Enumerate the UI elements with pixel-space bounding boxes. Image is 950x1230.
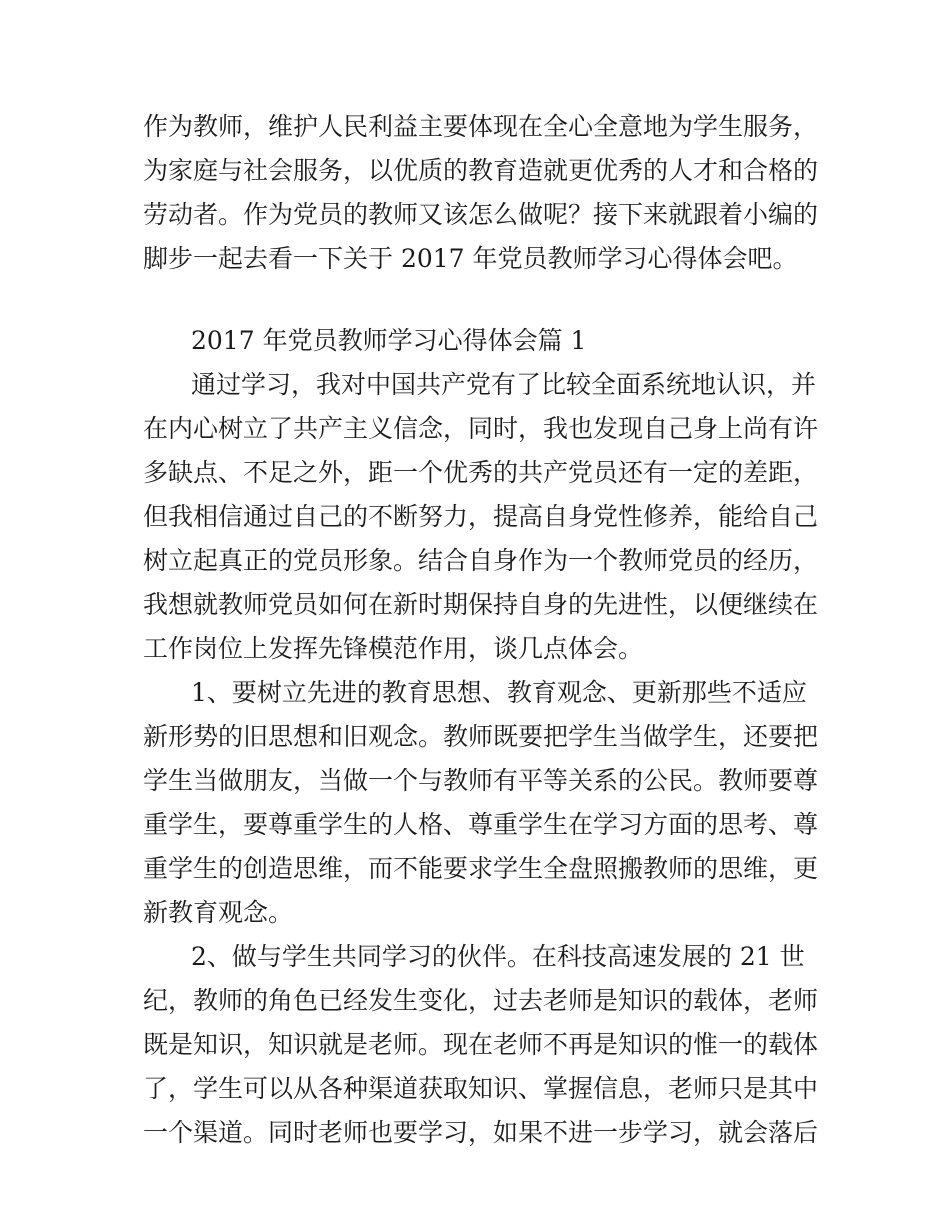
paragraph-3-line: 既是知识，知识就是老师。现在老师不再是知识的惟一的载体	[143, 1030, 819, 1059]
intro-line: 作为教师，维护人民利益主要体现在全心全意地为学生服务，	[143, 112, 819, 141]
paragraph-2-line: 1、要树立先进的教育思想、教育观念、更新那些不适应	[191, 678, 807, 707]
paragraph-3-line: 一个渠道。同时老师也要学习，如果不进一步学习，就会落后	[143, 1118, 819, 1147]
intro-line: 脚步一起去看一下关于 2017 年党员教师学习心得体会吧。	[143, 244, 798, 273]
paragraph-1-line: 工作岗位上发挥先锋模范作用，谈几点体会。	[143, 634, 644, 663]
paragraph-1-line: 通过学习，我对中国共产党有了比较全面系统地认识，并	[191, 370, 817, 399]
paragraph-3-line: 了，学生可以从各种渠道获取知识、掌握信息，老师只是其中	[143, 1074, 819, 1103]
paragraph-2-line: 新教育观念。	[143, 898, 294, 927]
paragraph-2-line: 重学生的创造思维，而不能要求学生全盘照搬教师的思维，更	[143, 854, 819, 883]
paragraph-1-line: 在内心树立了共产主义信念，同时，我也发现自己身上尚有许	[143, 414, 819, 443]
paragraph-2-line: 新形势的旧思想和旧观念。教师既要把学生当做学生，还要把	[143, 722, 819, 751]
paragraph-1-line: 树立起真正的党员形象。结合自身作为一个教师党员的经历，	[143, 546, 819, 575]
intro-line: 为家庭与社会服务，以优质的教育造就更优秀的人才和合格的	[143, 156, 819, 185]
intro-line: 劳动者。作为党员的教师又该怎么做呢？接下来就跟着小编的	[143, 200, 819, 229]
paragraph-3-line: 2、做与学生共同学习的伙伴。在科技高速发展的 21 世	[191, 942, 805, 971]
paragraph-1-line: 多缺点、不足之外，距一个优秀的共产党员还有一定的差距，	[143, 458, 819, 487]
paragraph-2-line: 学生当做朋友，当做一个与教师有平等关系的公民。教师要尊	[143, 766, 819, 795]
paragraph-2-line: 重学生，要尊重学生的人格、尊重学生在学习方面的思考、尊	[143, 810, 819, 839]
paragraph-3-line: 纪，教师的角色已经发生变化，过去老师是知识的载体，老师	[143, 986, 819, 1015]
section-title: 2017 年党员教师学习心得体会篇 1	[191, 326, 587, 355]
paragraph-1-line: 但我相信通过自己的不断努力，提高自身党性修养，能给自己	[143, 502, 819, 531]
paragraph-1-line: 我想就教师党员如何在新时期保持自身的先进性，以便继续在	[143, 590, 819, 619]
